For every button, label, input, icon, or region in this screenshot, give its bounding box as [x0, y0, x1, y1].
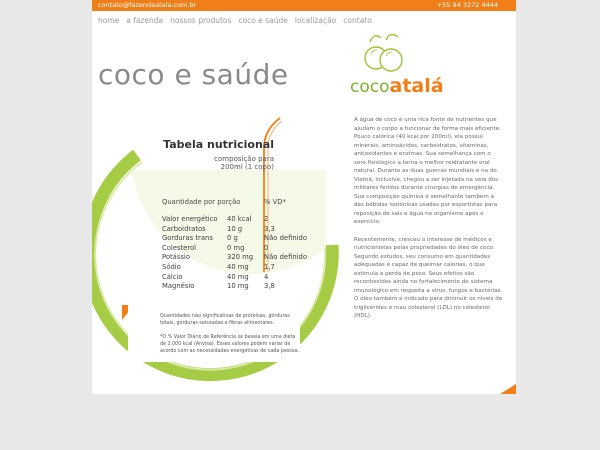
top-bar	[92, 0, 516, 11]
nav-coco-e-saude[interactable]: coco e saúde	[238, 16, 288, 25]
article-paragraph-2: Recentemente, cresceu o interesse de médicos e nutricionistas pelas propriedades do óleo de coco. Segundo estudos, seu consumo em quantidades adequadas é capaz de queimar calorias, o que estimula a perda de peso. Seus efeitos são reconhecidos ainda no fortalecimento do sistema imunológico em resposta a vírus, fungos e bactérias. O óleo também é indicado para diminuir os níveis de triglicérides e mau colesterol (LDL) no colesterol (HDL).	[354, 236, 503, 319]
nutrition-title-block	[142, 138, 292, 171]
table-row: Carboidratos 10 g 3,3	[162, 224, 275, 233]
nutrition-table	[162, 215, 322, 292]
brand-prefix: coco	[350, 77, 390, 97]
table-row: Colesterol 0 mg 0	[162, 243, 269, 252]
brand-name: atalá	[389, 75, 444, 97]
nutrition-table-header	[162, 198, 322, 206]
nav-nossos-produtos[interactable]: nossos produtos	[170, 16, 232, 25]
contact-email[interactable]: contato@fazendaatala.com.br	[98, 1, 197, 9]
note-daily-value: *O % Valor Diário de Referência se baseia em uma dieta de 2.000 kcal (Anvisa). Esses valores podem variar de acordo com as necessidades energéticas de cada pessoa.	[160, 335, 300, 354]
nutrition-table-title: Tabela nutricional	[163, 138, 274, 151]
article-text	[354, 116, 504, 330]
article-paragraph-1: A água de coco é uma rica fonte de nutrientes que ajudam o corpo a funcionar de forma mais eficiente. Pouco calórica (40 kcal por 200ml), ela possui minerais, aminoácidos, carboidratos, vitaminas, antioxidantes e enzimas. Sua semelhança com o soro fisiológico a torna o melhor reidratante oral natural. Durante as duas guerras mundiais e na do Vietnã, inclusive, chegou a ser injetada na veia dos militares feridos durante cirurgias de emergência. Sua composição química é semelhante também à das bebidas isotônicas usadas por esportistas para reposição de sais e água no organismo após o exercício.	[354, 117, 501, 225]
table-row: Sódio 40 mg 1,7	[162, 262, 275, 271]
note-nutrients: Quantidades não significativas de proteínas, gorduras totais, gorduras saturadas e fibras alimentares.	[160, 314, 290, 326]
nutrition-notes	[128, 303, 300, 362]
nav-home[interactable]: home	[98, 16, 120, 25]
table-row: Cálcio 40 mg 4	[162, 272, 269, 281]
nutrition-table-subtitle-2: 200ml (1 copo)	[220, 163, 274, 171]
table-row: Potássio 320 mg Não definido	[162, 253, 308, 262]
main-nav	[98, 16, 372, 25]
nav-a-fazenda[interactable]: a fazenda	[126, 16, 164, 25]
header-vd: % VD*	[264, 198, 286, 206]
table-row: Gorduras trans 0 g Não definido	[162, 234, 308, 243]
nav-contato[interactable]: contato	[343, 16, 372, 25]
coconut-logo-icon	[364, 32, 404, 76]
contact-phone: +55 84 3272 4444	[436, 1, 498, 9]
nav-localizacao[interactable]: localização	[294, 16, 337, 25]
header-quantity: Quantidade por porção	[162, 198, 241, 206]
nutrition-table-subtitle-1: composição para	[214, 155, 274, 163]
table-row: Magnésio 10 mg 3,8	[162, 282, 275, 291]
page	[92, 0, 516, 394]
table-row: Valor energético 40 kcal 2	[162, 215, 269, 223]
page-title: coco e saúde	[98, 58, 289, 91]
